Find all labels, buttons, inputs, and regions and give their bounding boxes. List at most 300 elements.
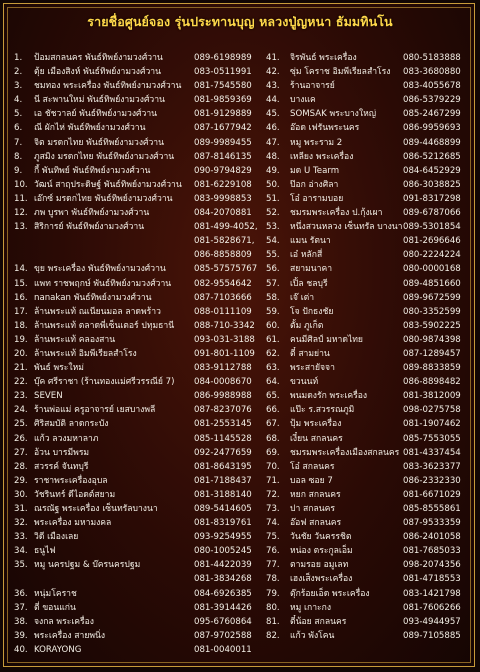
list-item-name: สวรรค์ จันทบุรี xyxy=(34,461,89,472)
list-item xyxy=(14,150,258,164)
list-item-phone: 080-0000168 xyxy=(403,264,461,275)
list-item-name: SOMSAK พระบางใหญ่ xyxy=(290,109,377,120)
list-item-num: 23. xyxy=(14,391,28,402)
list-item-phone: 086-5379229 xyxy=(403,95,461,106)
list-item xyxy=(266,178,470,192)
list-item xyxy=(266,601,470,615)
list-item xyxy=(266,248,470,262)
list-item-phone: 081-3188140 xyxy=(194,489,252,500)
list-item xyxy=(14,51,258,65)
list-item xyxy=(14,347,258,361)
list-item xyxy=(266,150,470,164)
list-item-phone: 095-6760864 xyxy=(194,616,252,627)
list-item xyxy=(14,375,258,389)
list-item-name: เฮงเส็งพระเครื่อง xyxy=(290,574,353,585)
list-item-phone: 081-0040011 xyxy=(194,644,252,655)
list-item xyxy=(266,65,470,79)
list-item xyxy=(14,93,258,107)
list-item-phone: 081-4337454 xyxy=(403,447,461,458)
list-item-name: พระสายัจจา xyxy=(290,363,335,374)
list-item-phone: 085-1145528 xyxy=(194,433,252,444)
list-item-name: เอ๋ หลักสี่ xyxy=(290,250,323,261)
list-item xyxy=(14,488,258,502)
list-item-name: วัฒน์ สาฤประดิษฐ์ พันธ์ทิพย์งามวงศ์วาน xyxy=(34,179,182,190)
list-item xyxy=(266,558,470,572)
list-item-phone: 091-8317298 xyxy=(403,193,461,204)
list-item-name: นี สะพานใหม่ พันธ์ทิพย์งามวงศ์วาน xyxy=(34,95,165,106)
list-item-phone: 089-7105885 xyxy=(403,630,461,641)
list-item-phone: 084-6452929 xyxy=(403,165,461,176)
list-item xyxy=(266,291,470,305)
list-item-name: สิริการย์ พันธ์ทิพย์งามวงศ์วาน xyxy=(34,222,145,233)
list-item xyxy=(14,79,258,93)
list-item xyxy=(14,220,258,234)
list-item-num: 43. xyxy=(266,81,280,92)
list-item-phone: 098-2074356 xyxy=(403,560,461,571)
list-item xyxy=(266,220,470,234)
list-item-num: 7. xyxy=(14,137,23,148)
list-item-num: 28. xyxy=(14,461,28,472)
list-item-phone: 093-4944957 xyxy=(403,616,461,627)
list-item-phone: 089-6787066 xyxy=(403,208,461,219)
list-item-num: 22. xyxy=(14,377,28,388)
list-item-num: 31. xyxy=(14,504,28,514)
list-item-phone: 081-7188437 xyxy=(194,475,252,486)
list-item-num: 2. xyxy=(14,67,23,78)
list-item-name: หมู นครปฐม & บ๊ครนครปฐม xyxy=(34,560,141,571)
list-item xyxy=(266,79,470,93)
list-item xyxy=(14,446,258,460)
list-item-num: 40. xyxy=(14,644,28,655)
list-item xyxy=(14,643,258,657)
list-item-num: 45. xyxy=(266,109,280,120)
list-item-phone: 081-8643195 xyxy=(194,461,252,472)
list-item-name: หน่อง ตระกูลเอ็ม xyxy=(290,546,353,557)
list-item-num: 1. xyxy=(14,53,23,63)
list-item-name: จิรพันธ์ พระเครื่อง xyxy=(290,53,357,63)
list-item-num: 37. xyxy=(14,602,28,613)
list-item-phone: 081-8319761 xyxy=(194,518,252,529)
list-item xyxy=(266,375,470,389)
list-item-name: ล้านพระแท้ ตลาดพี่เซ็นเตอร์ ปทุมธานี xyxy=(34,320,175,331)
list-item-num: 50. xyxy=(266,179,280,190)
list-item-num: 27. xyxy=(14,447,28,458)
list-item-num: 13. xyxy=(14,222,28,233)
list-item-num: 10. xyxy=(14,179,28,190)
list-item-name: อ๊อฟ สกลนคร xyxy=(290,518,342,529)
list-item xyxy=(14,516,258,530)
list-item-num: 30. xyxy=(14,489,28,500)
list-item xyxy=(14,192,258,206)
list-item xyxy=(266,136,470,150)
list-item-phone: 083-3623377 xyxy=(403,461,461,472)
list-item xyxy=(266,446,470,460)
list-item-phone: 089-5301854 xyxy=(403,222,461,233)
list-item-phone: 087-1677942 xyxy=(194,123,252,134)
list-item xyxy=(266,319,470,333)
list-item-name: หยก สกลนคร xyxy=(290,489,341,500)
list-item xyxy=(266,403,470,417)
list-item-phone: 082-9554642 xyxy=(194,278,252,289)
list-item-num: 61. xyxy=(266,334,280,345)
list-item-phone: 081-3834268 xyxy=(194,574,252,585)
list-item-name: หนุ่มโคราช xyxy=(34,588,77,599)
list-item-name: วัชรินทร์ ดีไอดต์สยาม xyxy=(34,489,116,500)
list-item-name: KORAYONG xyxy=(34,644,82,655)
list-item-name: แพท ราชพฤกษ์ พันธ์ทิพย์งามวงศ์วาน xyxy=(34,278,172,289)
list-item xyxy=(14,136,258,150)
list-item xyxy=(266,262,470,276)
list-item-name: ตามรอย อมูเลท xyxy=(290,560,349,571)
list-item-num: 38. xyxy=(14,616,28,627)
list-item-name: บอล ซอย 7 xyxy=(290,475,333,486)
list-item-name: แมน รัตนา xyxy=(290,236,331,247)
list-item-name: พันธ์ พระใหม่ xyxy=(34,363,84,374)
list-item-name: หมู พระราม 2 xyxy=(290,137,343,148)
list-item xyxy=(266,389,470,403)
list-item-phone: 087-8146135 xyxy=(194,151,252,162)
list-item-num: 82. xyxy=(266,630,280,641)
list-item xyxy=(14,474,258,488)
list-item-phone: 087-1289457 xyxy=(403,348,461,359)
list-item-phone: 086-8858809 xyxy=(194,250,252,261)
list-item-num: 48. xyxy=(266,151,280,162)
list-item-name: พนมดงรัก พระเครื่อง xyxy=(290,391,368,402)
list-item-phone: 088-710-3342 xyxy=(194,320,255,331)
list-item-name: ชมรมพระเครื่อง ป.กุ้งเผา xyxy=(290,208,383,219)
list-item-phone: 085-57575767 xyxy=(194,264,258,275)
list-item-phone: 089-5414605 xyxy=(194,504,252,514)
list-item xyxy=(266,361,470,375)
list-item-num: 42. xyxy=(266,67,280,78)
list-item-num: 20. xyxy=(14,348,28,359)
list-item-num: 65. xyxy=(266,391,280,402)
list-item-name: ตั้ม ภูเก็ต xyxy=(290,320,324,331)
list-item-phone: 087-9533359 xyxy=(403,518,461,529)
list-item xyxy=(266,460,470,474)
list-item-num: 57. xyxy=(266,278,280,289)
list-item-num: 39. xyxy=(14,630,28,641)
list-item-phone: 080-9874398 xyxy=(403,334,461,345)
list-item-name: บุ๊ค ศรีราชา (ร้านทองแม่ศรีวรรณีย์ 7) xyxy=(34,377,175,388)
list-item-num: 21. xyxy=(14,363,28,374)
list-item-name: ราชาพระเครื่องอุบล xyxy=(34,475,108,486)
list-item-name: ป๊อก อ่างศิลา xyxy=(290,179,339,190)
list-item-num: 56. xyxy=(266,264,280,275)
list-item xyxy=(14,417,258,431)
list-item-name: ล้านพระแท้ ณเนียนมอล ลาดพร้าว xyxy=(34,306,161,317)
list-item-name: พระเครื่อง มหามงคล xyxy=(34,518,112,529)
list-item-num: 46. xyxy=(266,123,280,134)
list-item xyxy=(14,333,258,347)
list-item-name: ร้านพ่อแม่ ครูอาจารย์ เยสบางพลี xyxy=(34,405,156,416)
list-item xyxy=(266,629,470,643)
list-item-num: 16. xyxy=(14,292,28,303)
list-item xyxy=(14,544,258,558)
list-item-num: 5. xyxy=(14,109,23,120)
list-item-name: อ๊อด เฟรันพระนคร xyxy=(290,123,360,134)
list-item xyxy=(14,615,258,629)
list-item-phone: 089-6198989 xyxy=(194,53,252,63)
list-item-name: ล้านพระแท้ คลองสาน xyxy=(34,334,116,345)
list-item xyxy=(266,206,470,220)
list-item-num: 26. xyxy=(14,433,28,444)
list-item-phone: 086-5212685 xyxy=(403,151,461,162)
list-item-name: มด U Tearm xyxy=(290,165,340,176)
list-item-num: 9. xyxy=(14,165,23,176)
list-item xyxy=(14,291,258,305)
list-item xyxy=(266,192,470,206)
list-item xyxy=(266,164,470,178)
list-item-phone: 081-2553145 xyxy=(194,419,252,430)
list-item-phone: 098-0275758 xyxy=(403,405,461,416)
list-item-phone: 080-1005245 xyxy=(194,546,252,557)
list-item-num: 44. xyxy=(266,95,280,106)
list-item-phone: 083-1421798 xyxy=(403,588,461,599)
list-item-num: 32. xyxy=(14,518,28,529)
list-item-phone: 080-2224224 xyxy=(403,250,461,261)
list-item-phone: 085-2467299 xyxy=(403,109,461,120)
list-item-phone: 080-5183888 xyxy=(403,53,461,63)
list-item-num: 35. xyxy=(14,560,28,571)
list-item xyxy=(266,516,470,530)
list-item-num: 60. xyxy=(266,320,280,331)
list-item-name: เหลียง พระเครื่อง xyxy=(290,151,354,162)
list-item-name: ป้อมสกลนคร พันธ์ทิพย์งามวงศ์วาน xyxy=(34,53,163,63)
list-item-num: 41. xyxy=(266,53,280,63)
list-item-phone: 083-5902225 xyxy=(403,320,461,331)
list-item-name: วิดี เมืองเลย xyxy=(34,532,79,543)
list-item xyxy=(266,333,470,347)
list-item-num: 68. xyxy=(266,433,280,444)
list-item xyxy=(14,403,258,417)
list-item-num: 73. xyxy=(266,504,280,514)
list-item-phone: 081-499-4052, xyxy=(194,222,258,233)
list-item-num: 76. xyxy=(266,546,280,557)
list-item-phone: 089-9989455 xyxy=(194,137,252,148)
list-item-name: พระเครื่อง สายพนิ่ง xyxy=(34,630,106,641)
list-item-phone: 083-3680880 xyxy=(403,67,461,78)
list-item-name: ตุ๊กร้อยเอ็ด พระเครื่อง xyxy=(290,588,370,599)
list-item-phone: 081-4422039 xyxy=(194,560,252,571)
list-item xyxy=(266,488,470,502)
list-item xyxy=(14,164,258,178)
list-item-num: 51. xyxy=(266,193,280,204)
list-item-num: 36. xyxy=(14,588,28,599)
list-item-name: คนมีศิลป์ มหาดไทย xyxy=(290,334,363,345)
list-item-name: แป๊ะ ร.สวรรณภูมิ xyxy=(290,405,355,416)
list-item-name: ซุ่ม โคราช อิมพีเรียลสำโรง xyxy=(290,67,391,78)
list-item-phone: 084-6926385 xyxy=(194,588,252,599)
list-item-name: วันชัย วันครรชิต xyxy=(290,532,352,543)
list-item-name: ปา สกลนคร xyxy=(290,504,335,514)
list-item-num: 72. xyxy=(266,489,280,500)
list-item xyxy=(14,178,258,192)
list-item xyxy=(266,347,470,361)
list-item-num: 19. xyxy=(14,334,28,345)
list-item-phone: 081-1907462 xyxy=(403,419,461,430)
list-item-phone: 081-9859369 xyxy=(194,95,252,106)
list-item-num: 71. xyxy=(266,475,280,486)
list-item xyxy=(14,502,258,516)
list-item-name: ตี๋ สามย่าน xyxy=(290,348,330,359)
list-item xyxy=(14,206,258,220)
list-item-phone: 087-9702588 xyxy=(194,630,252,641)
list-item-num: 74. xyxy=(266,518,280,529)
list-item-num: 29. xyxy=(14,475,28,486)
list-item-num: 80. xyxy=(266,602,280,613)
list-item xyxy=(266,107,470,121)
list-item-name: แก้ว พังโคน xyxy=(290,630,335,641)
list-item-num: 64. xyxy=(266,377,280,388)
list-item-num: 12. xyxy=(14,208,28,219)
list-item-phone: 089-4851660 xyxy=(403,278,461,289)
list-item-num: 69. xyxy=(266,447,280,458)
list-item xyxy=(266,544,470,558)
list-item-phone: 080-3352599 xyxy=(403,306,461,317)
list-item-name: เจ๊ เต่า xyxy=(290,292,315,303)
list-item xyxy=(14,601,258,615)
list-item-phone: 086-2332330 xyxy=(403,475,461,486)
list-item-name: ล้านพระแท้ อิมพีเรียลสำโรง xyxy=(34,348,137,359)
list-item-phone: 089-9672599 xyxy=(403,292,461,303)
list-item-num: 33. xyxy=(14,532,28,543)
list-item xyxy=(14,558,258,572)
list-item-phone: 086-3038825 xyxy=(403,179,461,190)
list-item-name: ธนูไฟ xyxy=(34,546,56,557)
list-item-phone: 093-031-3188 xyxy=(194,334,255,345)
list-item xyxy=(14,587,258,601)
list-item-num: 14. xyxy=(14,264,28,275)
list-item-num: 47. xyxy=(266,137,280,148)
list-item-num: 18. xyxy=(14,320,28,331)
list-item-phone: 083-4055678 xyxy=(403,81,461,92)
list-item xyxy=(266,572,470,586)
list-item-name: กี้ พันทิพย์ พันธ์ทิพย์งามวงศ์วาน xyxy=(34,165,151,176)
list-item-phone: 081-7606266 xyxy=(403,602,461,613)
list-item xyxy=(14,248,258,262)
list-item-num: 55. xyxy=(266,250,280,261)
list-item-name: ตี๋น้อย สกลนคร xyxy=(290,616,347,627)
list-item-num: 75. xyxy=(266,532,280,543)
list-item-phone: 083-9112788 xyxy=(194,363,252,374)
list-item-phone: 085-7553055 xyxy=(403,433,461,444)
list-item-num: 66. xyxy=(266,405,280,416)
list-item-name: SEVEN xyxy=(34,391,63,402)
list-item-phone: 083-0511991 xyxy=(194,67,252,78)
list-item xyxy=(14,121,258,135)
list-item-phone: 085-8555861 xyxy=(403,504,461,514)
list-item xyxy=(266,530,470,544)
list-item-name: ศิริสมบัติ ลาดกระบัง xyxy=(34,419,109,430)
right-column xyxy=(266,51,470,643)
list-item-phone: 089-8833859 xyxy=(403,363,461,374)
list-item-name: ขุย พระเครื่อง พันธ์ทิพย์งามวงศ์วาน xyxy=(34,264,166,275)
list-item-num: 24. xyxy=(14,405,28,416)
list-item-phone: 092-2477659 xyxy=(194,447,252,458)
list-item-name: บางแค xyxy=(290,95,316,106)
list-item xyxy=(14,277,258,291)
list-item-num: 81. xyxy=(266,616,280,627)
list-item-name: เงี๋ยน สกลนคร xyxy=(290,433,343,444)
list-item-num: 63. xyxy=(266,363,280,374)
list-item-phone: 081-3812009 xyxy=(403,391,461,402)
list-item xyxy=(266,615,470,629)
list-item-num: 58. xyxy=(266,292,280,303)
list-item-phone: 087-8237076 xyxy=(194,405,252,416)
list-item-phone: 093-9254955 xyxy=(194,532,252,543)
list-item xyxy=(266,121,470,135)
list-item xyxy=(266,417,470,431)
list-item-name: หมู เกาะกง xyxy=(290,602,332,613)
list-item-name: โอ๋ สกลนคร xyxy=(290,461,335,472)
list-item-phone: 086-9988988 xyxy=(194,391,252,402)
list-item-num: 79. xyxy=(266,588,280,599)
list-item-name: โจ ปักธงชัย xyxy=(290,306,334,317)
list-item-num: 3. xyxy=(14,81,23,92)
list-item-name: ณรณัฐ พระเครื่อง เซ็นทรัลบางนา xyxy=(34,504,158,514)
list-item xyxy=(266,502,470,516)
list-item-name: ณี ผักไห่ พันธ์ทิพย์งามวงศ์วาน xyxy=(34,123,146,134)
list-item-num: 4. xyxy=(14,95,23,106)
list-item-phone: 081-7545580 xyxy=(194,81,252,92)
list-item-name: จิต มรดกไทย พันธ์ทิพย์งามวงศ์วาน xyxy=(34,137,165,148)
page-title: รายชื่อศูนย์จอง รุ่นประทานบุญ หลวงปู่ญหนา ธัมมทินโน xyxy=(87,14,393,29)
list-item-phone: 087-7103666 xyxy=(194,292,252,303)
list-item-phone: 086-9959693 xyxy=(403,123,461,134)
list-item-name: ตุ้ย เมืองสิงห์ พันธ์ทิพย์งามวงศ์วาน xyxy=(34,67,161,78)
list-item-phone: 081-7685033 xyxy=(403,546,461,557)
list-item xyxy=(14,389,258,403)
list-item-name: เอ๊กซ์ มรดกไทย พันธ์ทิพย์งามวงศ์วาน xyxy=(34,193,173,204)
list-item xyxy=(266,432,470,446)
list-item-phone: 081-9129889 xyxy=(194,109,252,120)
list-item-phone: 091-801-1109 xyxy=(194,348,255,359)
list-item-name: เปิ้ล ชลบุรี xyxy=(290,278,328,289)
list-item xyxy=(14,432,258,446)
list-item-name: อ้วน บารมีพรม xyxy=(34,447,90,458)
list-item-name: ภพ บูรพา พันธ์ทิพย์งามวงศ์วาน xyxy=(34,208,150,219)
list-item-phone: 081-4718553 xyxy=(403,574,461,585)
list-item-num: 34. xyxy=(14,546,28,557)
list-item-phone: 088-0111109 xyxy=(194,306,252,317)
list-item-num: 77. xyxy=(266,560,280,571)
list-item-num: 8. xyxy=(14,151,23,162)
list-item xyxy=(266,587,470,601)
list-item-num: 25. xyxy=(14,419,28,430)
list-item-name: ร้านอาจารย์ xyxy=(290,81,335,92)
list-item-name: หนึ่งสวนหลวง เซ็นทรัล บางนา xyxy=(290,222,403,233)
list-item-name: ภูสมิง มรดกไทย พันธ์ทิพย์งามวงศ์วาน xyxy=(34,151,175,162)
list-item-num: 11. xyxy=(14,193,28,204)
list-item-name: เอ ชัชวาลย์ พันธ์ทิพย์งามวงศ์วาน xyxy=(34,109,158,120)
list-item-num: 62. xyxy=(266,348,280,359)
list-item-name: ชมรมพระเครื่องเมืองสกลนคร xyxy=(290,447,400,458)
list-item xyxy=(266,51,470,65)
list-item-phone: 086-8898482 xyxy=(403,377,461,388)
list-item-name: สยามนาคา xyxy=(290,264,333,275)
list-item-num: 70. xyxy=(266,461,280,472)
list-item-num: 59. xyxy=(266,306,280,317)
list-item xyxy=(14,460,258,474)
list-item-phone: 081-5828671, xyxy=(194,236,255,247)
list-item xyxy=(14,572,258,586)
list-item-name: ปุ้ม พระเครื่อง xyxy=(290,419,342,430)
list-item-phone: 089-4468899 xyxy=(403,137,461,148)
list-item-num: 6. xyxy=(14,123,23,134)
list-item-phone: 084-0008670 xyxy=(194,377,252,388)
list-item xyxy=(14,262,258,276)
